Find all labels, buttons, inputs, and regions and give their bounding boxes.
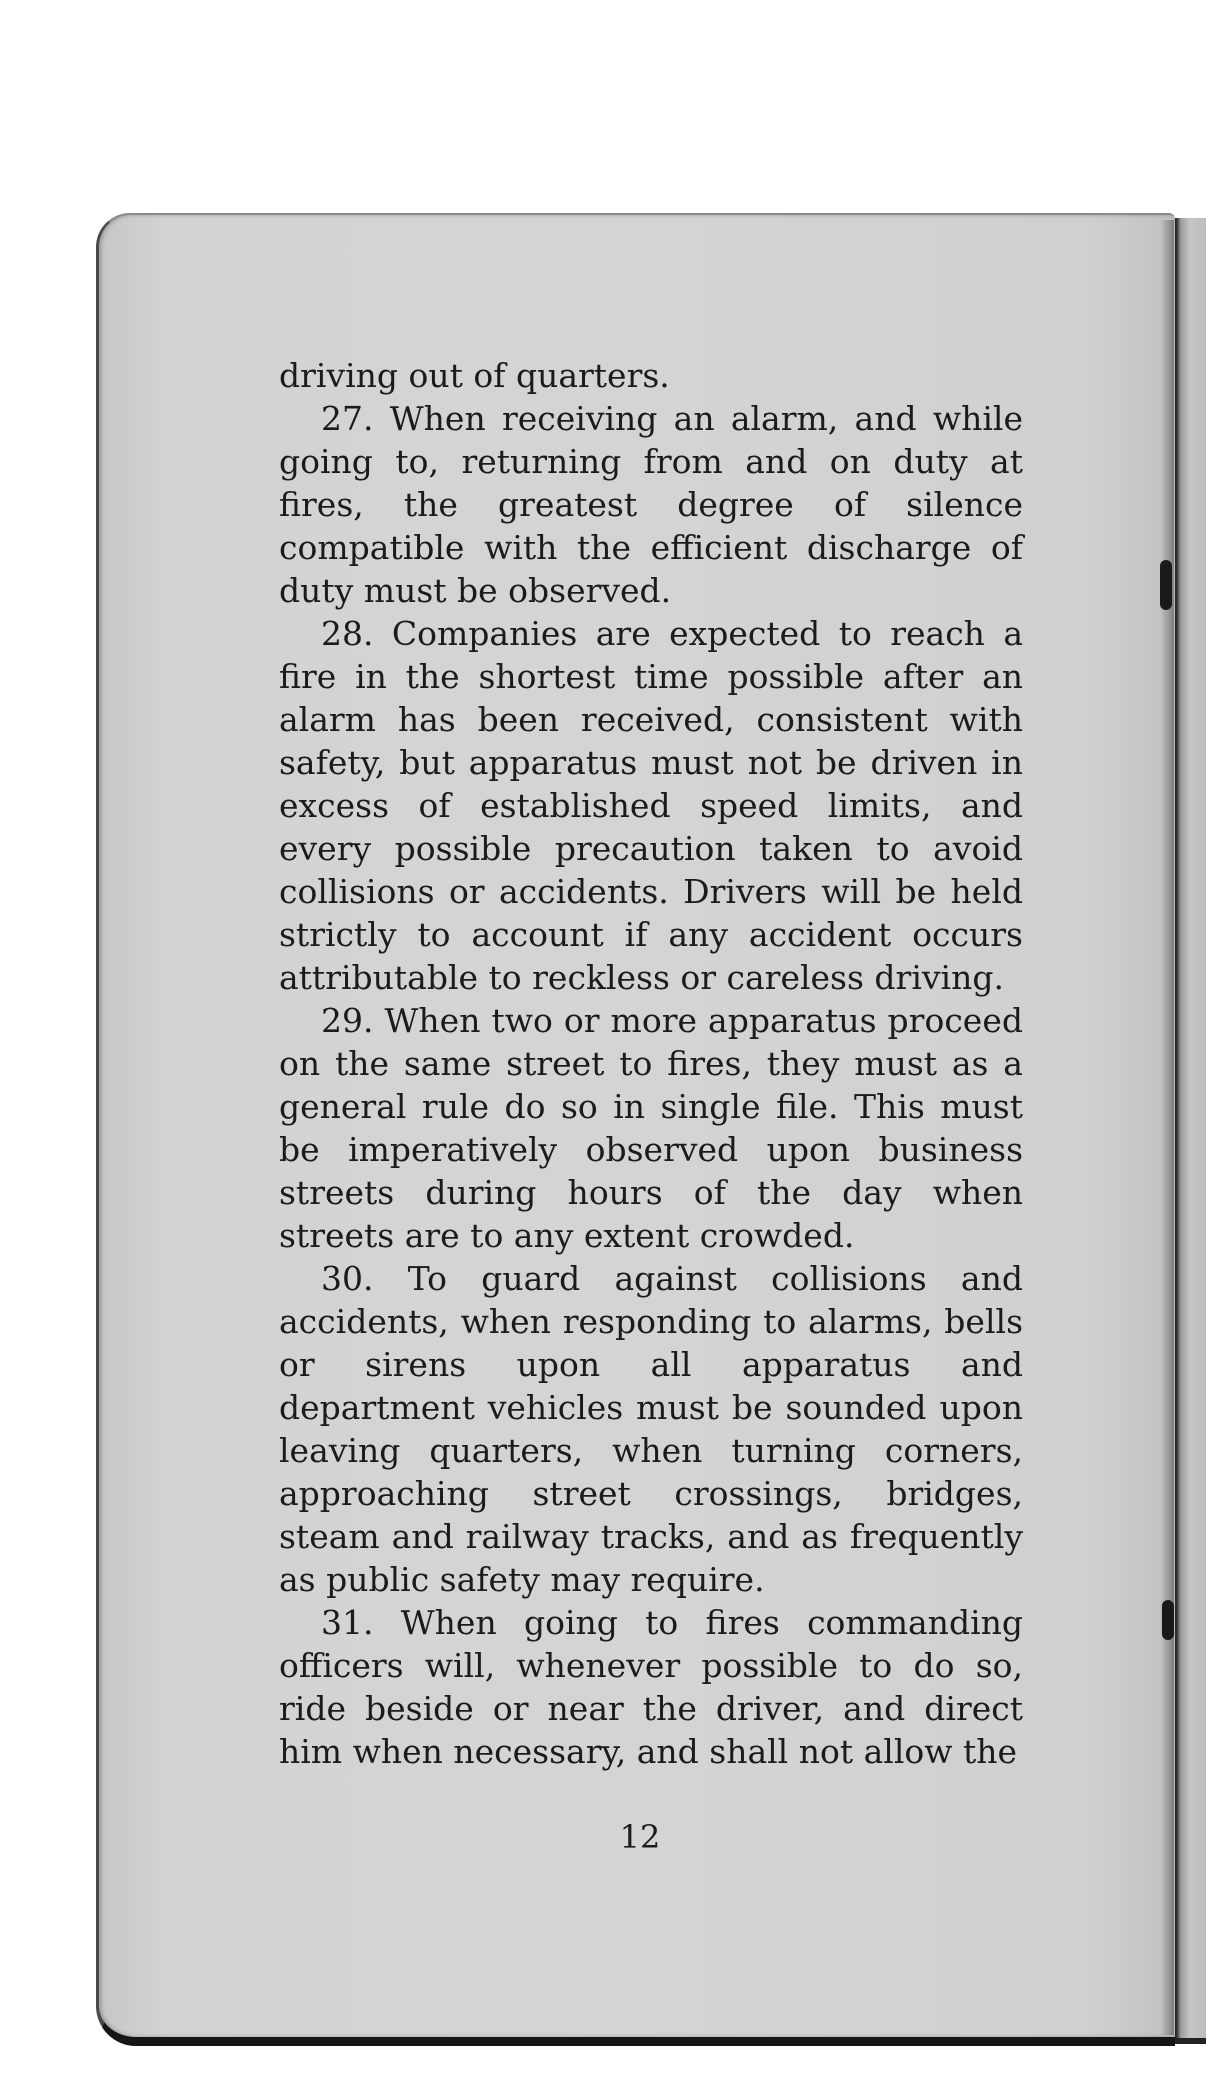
page-body bbox=[279, 354, 1023, 1773]
continuation-line: driving out of quarters. bbox=[279, 356, 670, 395]
binding-staple bbox=[1160, 560, 1172, 610]
rule-30: 30. To guard against collisions and accidents, when responding to alarms, bells or sirens upon all apparatus and department vehicles must be sounded upon leaving quarters, when turning corners, approaching street crossings, bridges, steam and railway tracks, and as frequently as public safety may require. bbox=[279, 1259, 1023, 1599]
page-number: 12 bbox=[619, 1818, 661, 1856]
facing-page-edge bbox=[1170, 218, 1206, 2044]
rule-31: 31. When going to fires commanding officers will, whenever possible to do so, ride beside or near the driver, and direct him when necessary, and shall not allow the bbox=[279, 1603, 1023, 1771]
rule-28: 28. Companies are expected to reach a fire in the shortest time possible after an alarm has been received, consistent with safety, but apparatus must not be driven in excess of established speed limits, and every possible precaution taken to avoid collisions or accidents. Drivers will be held strictly to account if any accident occurs attributable to reckless or careless driving. bbox=[279, 614, 1023, 997]
rule-29: 29. When two or more apparatus proceed on the same street to fires, they must as a general rule do so in single file. This must be imperatively observed upon business streets during hours of the day when streets are to any extent crowded. bbox=[279, 1001, 1023, 1255]
binding-staple bbox=[1162, 1600, 1174, 1640]
rule-27: 27. When receiving an alarm, and while going to, returning from and on duty at fires, the greatest degree of silence compatible with the efficient discharge of duty must be observed. bbox=[279, 399, 1023, 610]
gutter-shadow bbox=[1160, 220, 1174, 2035]
